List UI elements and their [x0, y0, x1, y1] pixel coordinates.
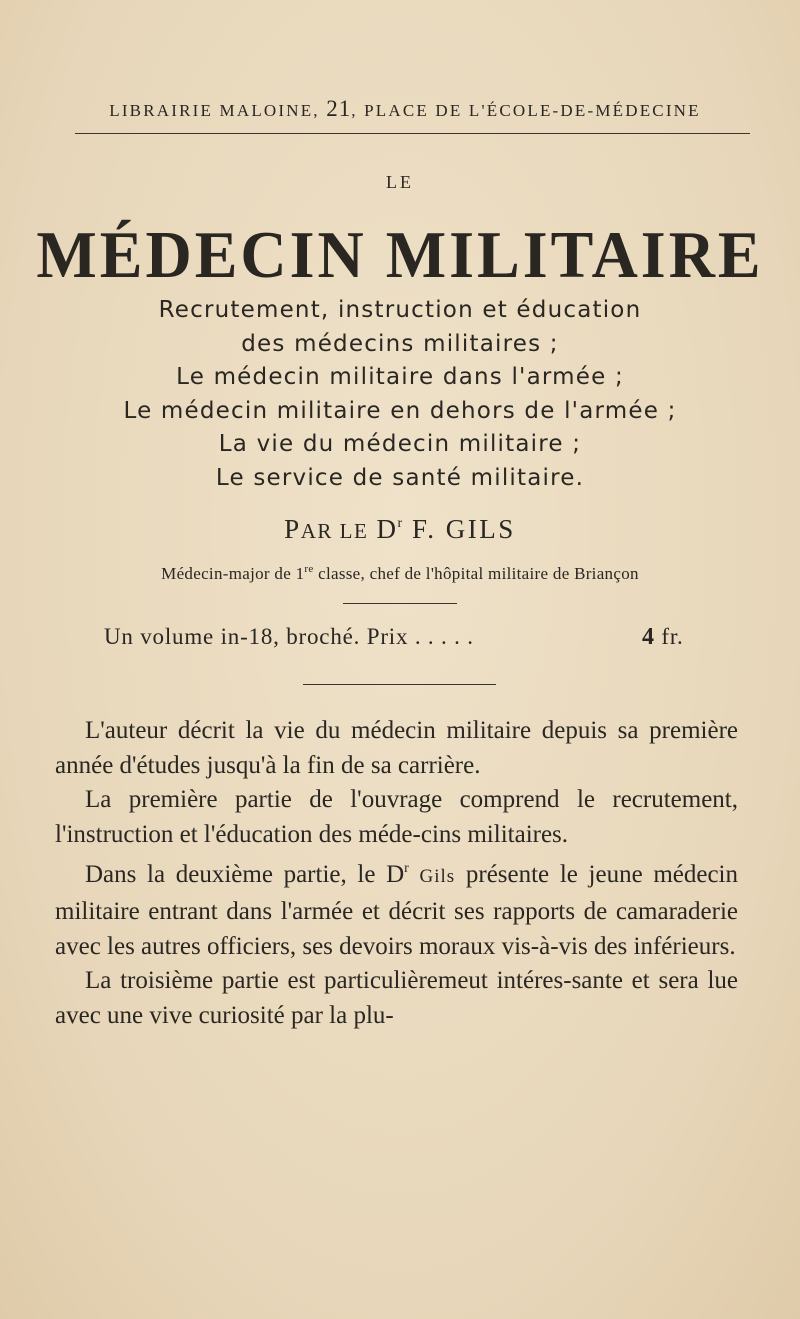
- section-rule: [303, 684, 496, 685]
- section-rule: [343, 603, 457, 604]
- publisher-name: LIBRAIRIE MALOINE,: [109, 101, 320, 120]
- author-affiliation: Médecin-major de 1re classe, chef de l'hôpital militaire de Briançon: [161, 563, 639, 583]
- contents-line: La vie du médecin militaire ;: [218, 431, 582, 458]
- paragraph: Dans la deuxième partie, le $D^r$ Gils présente le jeune médecin militaire entrant dans l'armée et décrit ses rapports de camaraderie avec les autres officiers, ses devoirs moraux vis-à-vis des inférieurs.: [55, 861, 739, 960]
- contents-line: Le médecin militaire en dehors de l'armée ;: [123, 397, 677, 424]
- paragraph: La première partie de l'ouvrage comprend le recrutement, l'instruction et l'éducation des méde-cins militaires.: [55, 786, 738, 848]
- description-text: [55, 714, 738, 1033]
- price-amount: 4 fr.: [642, 624, 684, 650]
- contents-line: des médecins militaires ;: [241, 330, 559, 357]
- price-description: Un volume in-18, broché. Prix . . . . .: [104, 624, 474, 649]
- contents-line: Le service de santé militaire.: [215, 464, 585, 491]
- publisher-street-number: 21: [326, 96, 352, 121]
- author-line: PAR LE $D^r$ F. GILS: [284, 514, 516, 544]
- contents-line: Le médecin militaire dans l'armée ;: [176, 364, 624, 391]
- contents-summary: [0, 294, 800, 496]
- title-prefix: LE: [386, 172, 414, 192]
- price-line: [104, 624, 704, 650]
- contents-line: Recrutement, instruction et éducation: [158, 297, 642, 323]
- publisher-address: , PLACE DE L'ÉCOLE-DE-MÉDECINE: [351, 101, 701, 120]
- header-rule: [75, 133, 750, 134]
- author-name: F. GILS: [411, 514, 516, 544]
- paragraph: La troisième partie est particulièremeut intéres-sante et sera lue avec une vive curiosité par la plu-: [55, 967, 738, 1029]
- book-title: MÉDECIN MILITAIRE: [36, 217, 764, 292]
- paragraph: L'auteur décrit la vie du médecin militaire depuis sa première année d'études jusqu'à la fin de sa carrière.: [55, 717, 738, 779]
- publisher-header: [60, 96, 750, 122]
